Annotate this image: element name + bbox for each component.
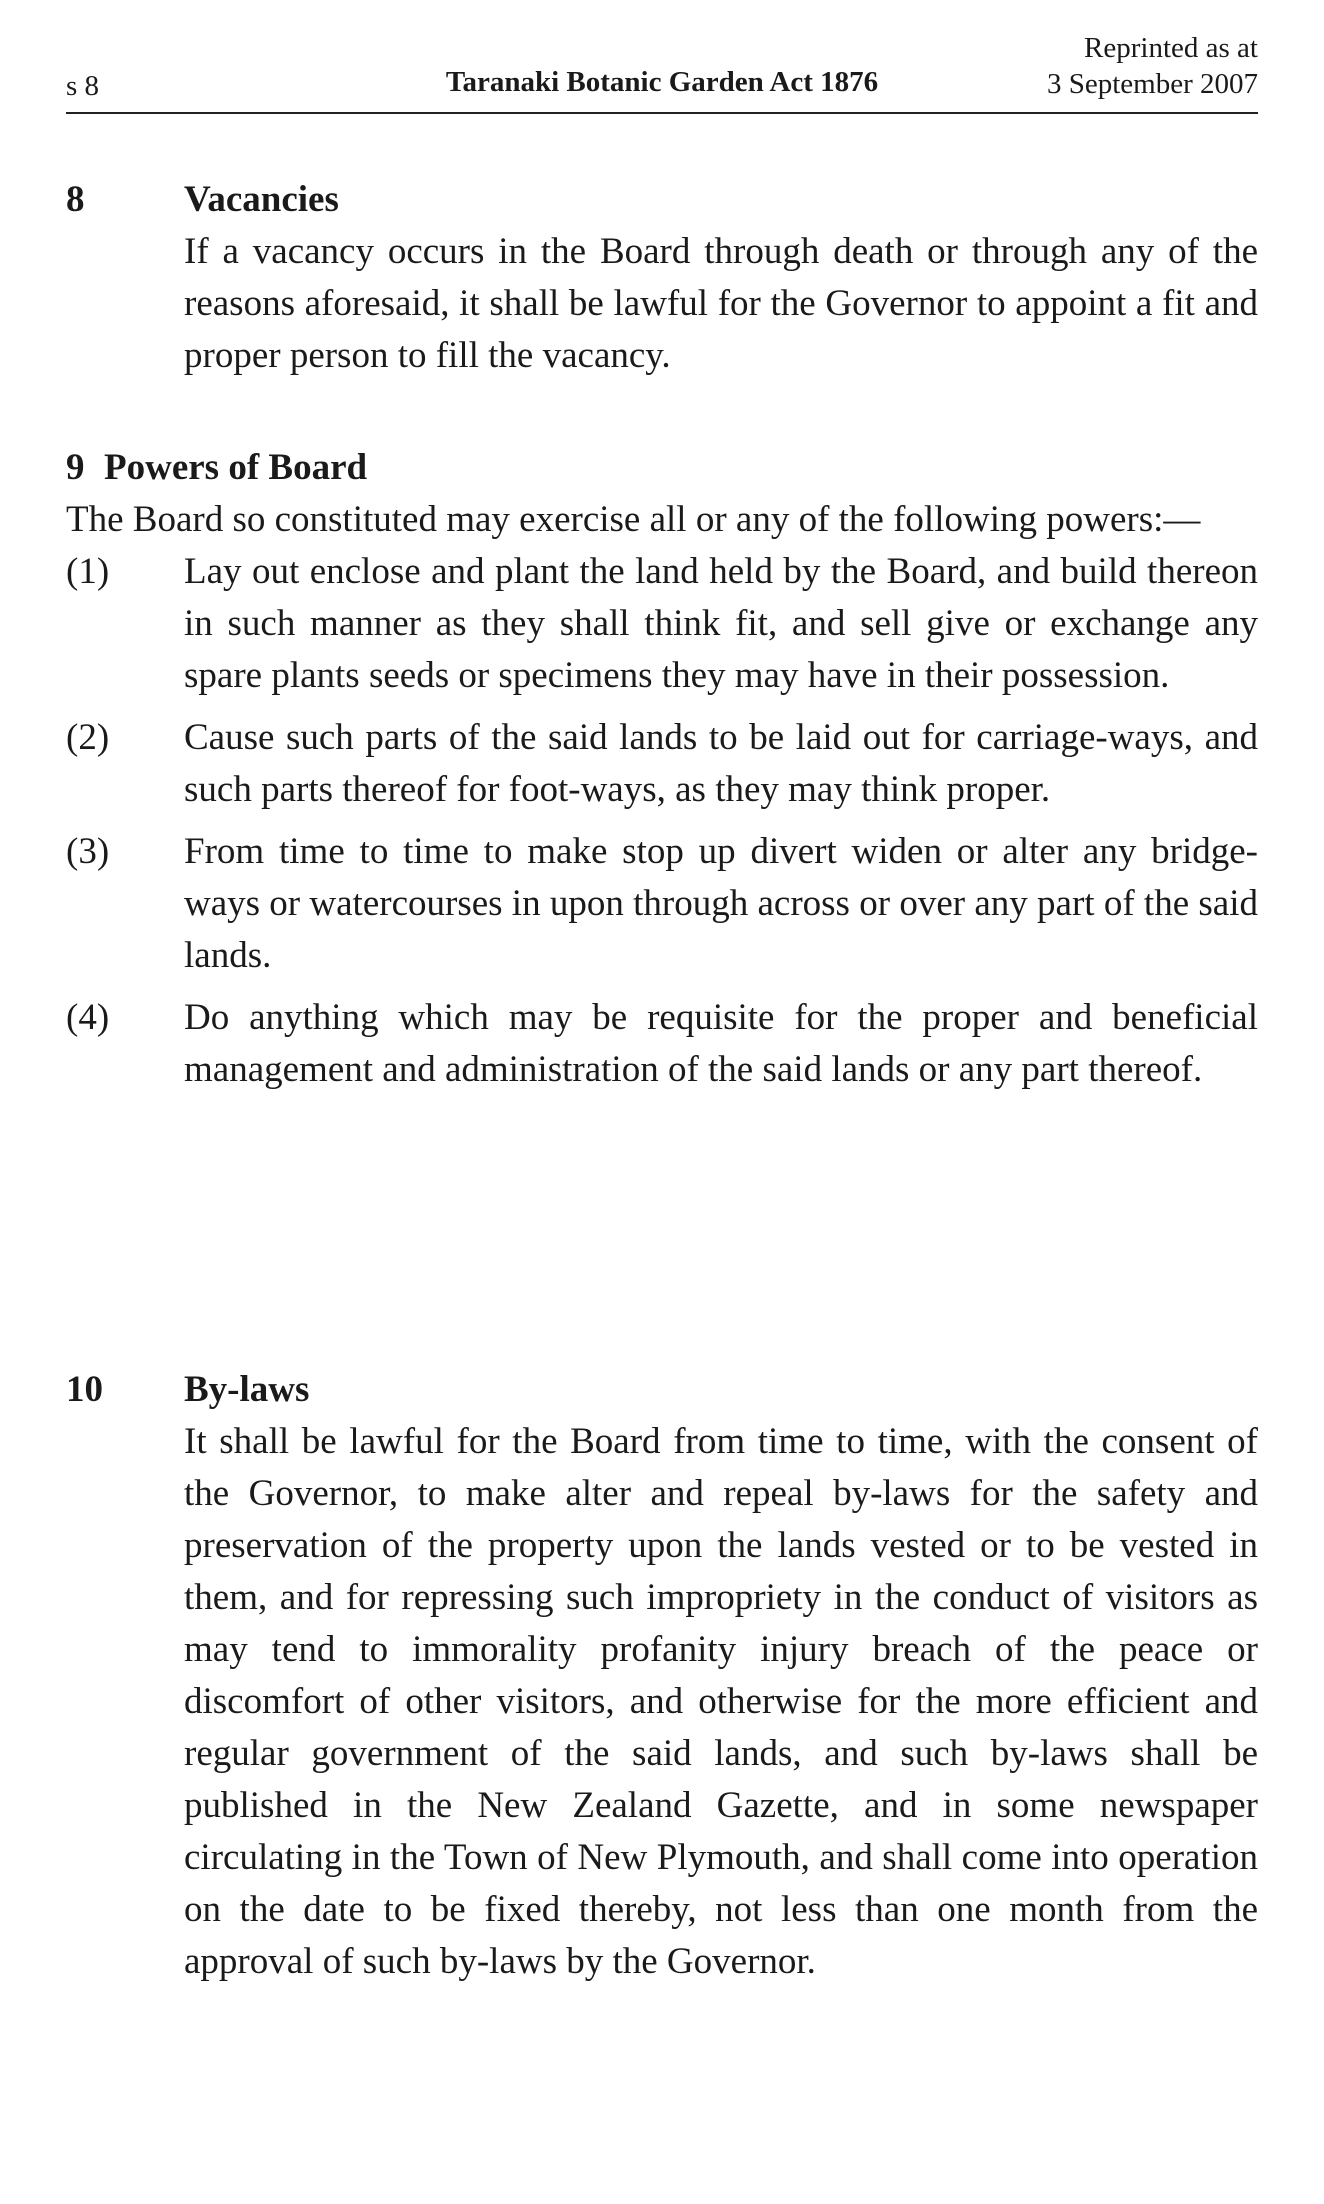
list-item-label: (1): [66, 551, 110, 592]
section-number: 8: [66, 179, 85, 220]
list-item-label: (4): [66, 997, 110, 1038]
section-number: 10: [66, 1369, 103, 1410]
section-number: 9: [66, 447, 85, 488]
section-text: It shall be lawful for the Board from time to time, with the consent of the Governor, to make alter and repeal by-laws for the safety and preservation of the property upon the lands vested or to be vested in them, and for repressing such impropriety in the conduct of visitors as may tend to immorality profanity injury breach of the peace or discomfort of other visitors, and otherwise for the more efficient and regular government of the said lands, and such by-laws shall be published in the New Zealand Gazette, and in some newspaper circulating in the Town of New Plymouth, and shall come into operation on the date to be fixed thereby, not less than one month from the approval of such by-laws by the Governor.: [184, 1421, 1258, 1982]
list-item-label: (2): [66, 717, 110, 758]
list-item-label: (3): [66, 831, 110, 872]
section-10: [66, 1364, 1258, 1988]
list-item-text: Lay out enclose and plant the land held by the Board, and build thereon in such manner as they shall think fit, and sell give or exchange any spare plants seeds or specimens they may have in their possession.: [184, 551, 1258, 696]
header-reprint-date: [1047, 30, 1258, 102]
header-reprint-line1: Reprinted as at: [1084, 32, 1258, 64]
section-lead: The Board so constituted may exercise all or any of the following powers:—: [66, 499, 1201, 540]
powers-list: [66, 546, 1258, 1096]
section-9: [66, 442, 1258, 1096]
list-item-text: Cause such parts of the said lands to be laid out for carriage-ways, and such parts thereof for foot-ways, as they may think proper.: [184, 717, 1258, 810]
list-item: [66, 712, 1258, 816]
list-item: [66, 992, 1258, 1096]
list-item-text: From time to time to make stop up divert widen or alter any bridge-ways or watercourses in upon through across or over any part of the said lands.: [184, 831, 1258, 976]
header-section-ref: s 8: [66, 70, 100, 102]
section-title: Powers of Board: [104, 447, 368, 488]
section-title: By-laws: [184, 1369, 310, 1410]
list-item-text: Do anything which may be requisite for the proper and beneficial management and administration of the said lands or any part thereof.: [184, 997, 1258, 1090]
header-reprint-line2: 3 September 2007: [1046, 68, 1258, 100]
list-item: [66, 826, 1258, 982]
list-item: [66, 546, 1258, 702]
header-rule: [66, 112, 1258, 114]
section-8: [66, 174, 1258, 382]
section-text: If a vacancy occurs in the Board through death or through any of the reasons aforesaid, it shall be lawful for the Governor to appoint a fit and proper person to fill the vacancy.: [184, 231, 1258, 376]
header-act-title: Taranaki Botanic Garden Act 1876: [445, 66, 879, 98]
section-title: Vacancies: [184, 179, 339, 220]
